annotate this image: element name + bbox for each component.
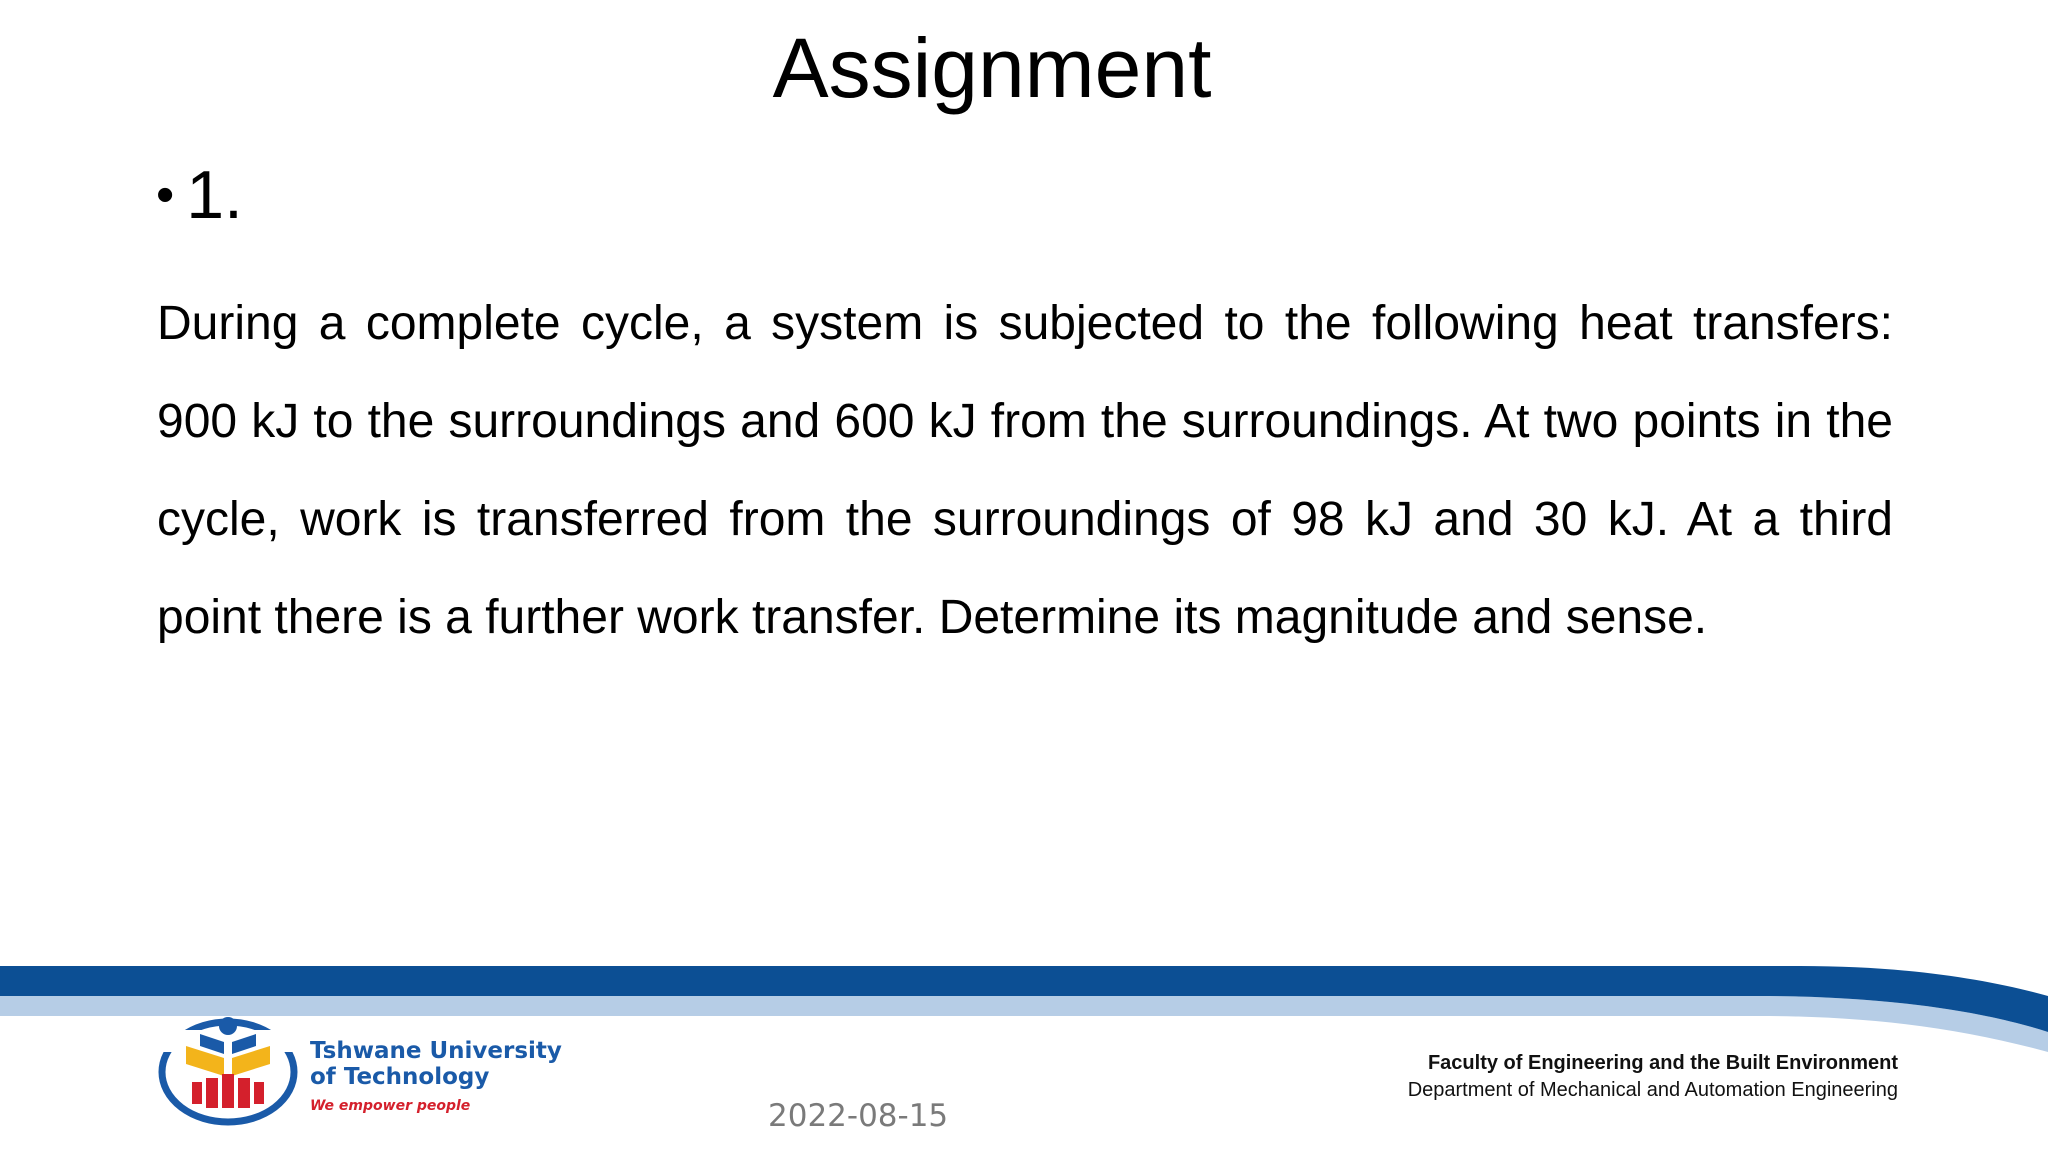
question-text: During a complete cycle, a system is subjected to the following heat transfers: 900 kJ to the surroundings and 600 kJ from the surroundings. At two points in the cycle, work is transferred from the surroundings of 98 kJ and 30 kJ. At a third point there is a further work transfer. Determine its magnitude and sense. [157,297,1893,644]
university-name: Tshwane University of Technology [310,1038,562,1090]
slide-title: Assignment [772,21,1212,115]
faculty-info [1408,1050,1898,1104]
bullet-number: 1. [186,157,243,233]
faculty-name: Faculty of Engineering and the Built Environment [1427,1052,1898,1074]
light-band [0,996,2048,1052]
department-name: Department of Mechanical and Automation Engineering [1407,1079,1898,1101]
bullet-icon: • [156,166,175,224]
university-logo-icon [156,1010,306,1130]
university-tagline: We empower people [310,1098,471,1114]
footer-bands [0,940,2048,1060]
bullet-item [156,150,243,240]
slide-date: 2022-08-15 [768,1098,949,1134]
